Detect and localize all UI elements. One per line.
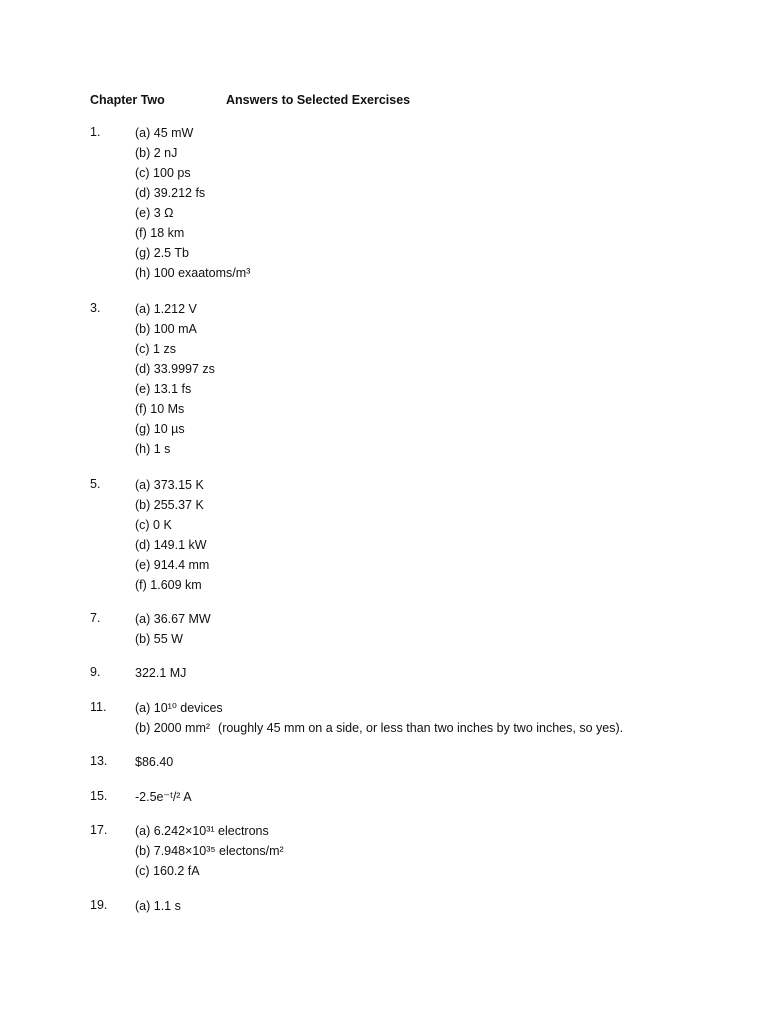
exercise-number: 19.	[90, 898, 108, 912]
exercise-number: 9.	[90, 665, 101, 679]
page-title: Answers to Selected Exercises	[226, 93, 411, 107]
answer-line: (c) 1 zs	[135, 342, 176, 356]
answer-line: (f) 1.609 km	[135, 578, 202, 592]
answer-line: (a) 45 mW	[135, 126, 194, 140]
answer-line: (a) 1.212 V	[135, 302, 197, 316]
answer-line: (g) 10 µs	[135, 422, 185, 436]
answer-line: (a) 6.242×10³¹ electrons	[135, 824, 269, 838]
answer-line: (c) 100 ps	[135, 166, 191, 180]
answer-line: (a) 1.1 s	[135, 899, 181, 913]
answer-line: (d) 33.9997 zs	[135, 362, 215, 376]
answer-line: (e) 914.4 mm	[135, 558, 210, 572]
answer-line: -2.5e⁻ᵗ/² A	[135, 790, 192, 804]
answer-line: (a) 373.15 K	[135, 478, 204, 492]
answer-line: (f) 18 km	[135, 226, 185, 240]
answer-line: (f) 10 Ms	[135, 402, 185, 416]
exercise-number: 11.	[90, 700, 107, 714]
answer-line: 322.1 MJ	[135, 666, 187, 680]
answer-line: (e) 13.1 fs	[135, 382, 192, 396]
exercise-number: 17.	[90, 823, 108, 837]
answer-line: $86.40	[135, 755, 174, 769]
answer-value: (b) 2000 mm²	[135, 721, 211, 735]
answer-line: (b) 255.37 K	[135, 498, 204, 512]
answer-line: (b) 7.948×10³⁵ electons/m²	[135, 844, 284, 858]
answer-line: (h) 1 s	[135, 442, 171, 456]
answer-line: (g) 2.5 Tb	[135, 246, 189, 260]
exercise-number: 13.	[90, 754, 108, 768]
exercise-number: 15.	[90, 789, 108, 803]
exercise-number: 1.	[90, 125, 101, 139]
exercise-number: 3.	[90, 301, 101, 315]
answer-line: (b) 55 W	[135, 632, 183, 646]
answer-line: (c) 0 K	[135, 518, 172, 532]
chapter-label: Chapter Two	[90, 93, 165, 107]
answer-line: (c) 160.2 fA	[135, 864, 200, 878]
answer-line: (a) 36.67 MW	[135, 612, 211, 626]
exercise-number: 5.	[90, 477, 101, 491]
answer-line: (h) 100 exaatoms/m³	[135, 266, 251, 280]
answer-line: (d) 39.212 fs	[135, 186, 206, 200]
answer-line: (d) 149.1 kW	[135, 538, 207, 552]
exercise-number: 7.	[90, 611, 101, 625]
answer-line: (a) 10¹⁰ devices	[135, 701, 223, 715]
answer-line: (b) 100 mA	[135, 322, 197, 336]
answer-line	[135, 720, 623, 740]
answer-line: (b) 2 nJ	[135, 146, 178, 160]
answer-line: (e) 3 Ω	[135, 206, 174, 220]
answer-note: (roughly 45 mm on a side, or less than two inches by two inches, so yes).	[218, 721, 624, 735]
